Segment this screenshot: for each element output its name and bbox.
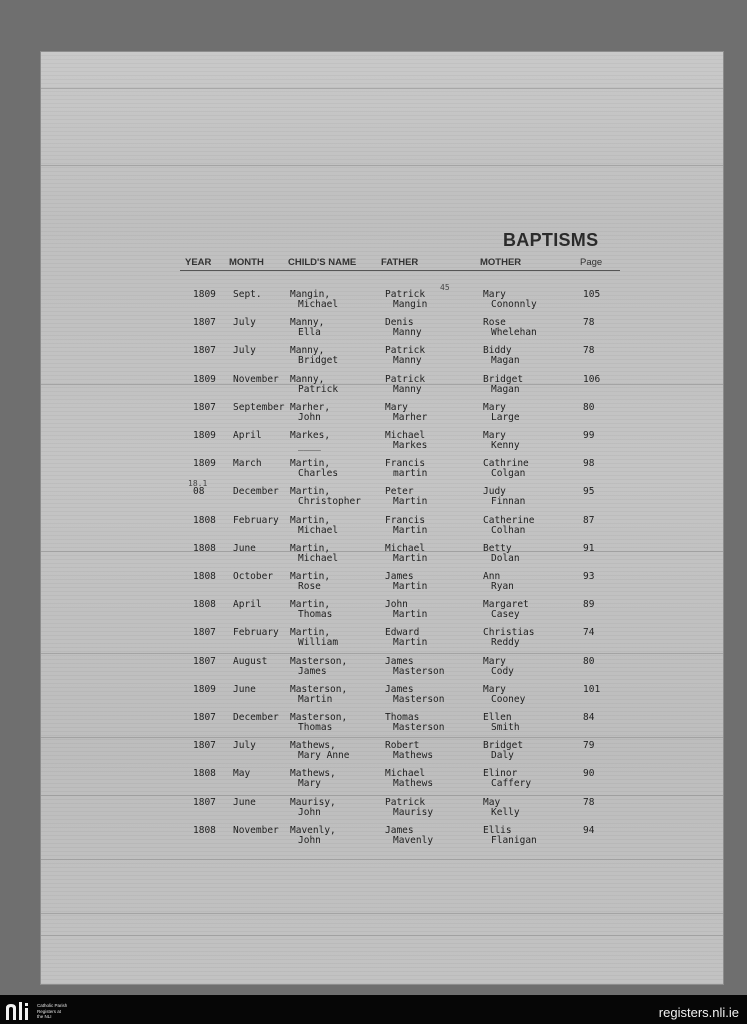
column-header-mother: MOTHER [480,257,522,268]
record-page: 89 [583,599,595,611]
record-father-surname: Marher [393,411,428,423]
record-child-forename: Christopher [298,496,361,508]
record-child-forename: Mary Anne [298,750,350,762]
record-mother-forename: Judy [483,486,506,498]
record-mother-surname: Magan [491,383,520,395]
record-father-surname: Martin [393,581,428,592]
record-father-forename: James [385,571,414,582]
record-child-forename: John [298,806,321,818]
column-header-father: FATHER [381,257,419,268]
record-year: 1807 [193,712,216,723]
record-father-surname: Mavenly [393,834,434,846]
record-father-forename: Michael [385,768,426,780]
record-month: July [233,740,256,752]
record-mother-forename: Betty [483,542,512,554]
record-father-forename: Edward [385,627,420,639]
record-father-forename: Patrick [385,289,426,300]
record-year: 1808 [193,824,216,836]
record-child-surname: Mathews, [290,740,336,752]
column-header-year: YEAR [185,257,212,268]
record-month: December [233,486,279,498]
record-child-forename: Ella [298,327,321,339]
record-mother-surname: Magan [491,355,520,367]
record-father-forename: James [385,683,414,695]
record-year: 1809 [193,289,216,300]
record-child-forename: James [298,665,327,677]
record-father-surname: Markes [393,440,428,451]
record-mother-surname: Flanigan [491,834,537,846]
record-child-surname: Manny, [290,373,325,385]
table-row [40,741,724,769]
record-child-forename: Patrick [298,383,339,395]
table-row [40,290,724,318]
record-year: 1809 [193,373,216,385]
table-row [40,318,724,346]
record-month: June [233,683,256,695]
record-father-forename: Robert [385,740,420,752]
record-child-surname: Maurisy, [290,796,336,808]
record-father-forename: James [385,655,414,667]
record-father-surname: martin [393,468,428,480]
record-year: 1807 [193,317,216,329]
record-child-surname: Martin, [290,627,331,639]
record-father-surname: Martin [393,609,428,621]
record-father-forename: Patrick [385,373,426,385]
record-month: July [233,345,256,357]
register-page [40,51,724,985]
record-child-surname: Martin, [290,571,331,582]
record-year: 1808 [193,514,216,526]
record-page: 84 [583,712,595,723]
table-row [40,628,724,656]
record-father-surname: Mangin [393,299,428,310]
record-child-forename: ____ [298,440,321,451]
record-page: 74 [583,627,595,639]
record-child-surname: Mavenly, [290,824,336,836]
footer-tagline-line: the NLI [37,1014,52,1019]
page-mark: 45 [440,283,450,292]
record-father-forename: Mary [385,401,408,413]
record-month: February [233,514,279,526]
record-father-forename: John [385,599,408,611]
record-page: 87 [583,514,595,526]
record-month: November [233,373,279,385]
record-child-surname: Manny, [290,345,325,357]
record-father-surname: Masterson [393,665,445,677]
record-child-forename: Michael [298,524,339,536]
record-month: March [233,458,262,470]
table-row [40,487,724,515]
record-father-forename: Francis [385,458,426,470]
record-year: 1808 [193,768,216,780]
table-row [40,346,724,374]
record-father-surname: Manny [393,383,422,395]
record-child-forename: Mary [298,778,321,790]
column-header-month: MONTH [229,257,264,268]
record-child-forename: John [298,411,321,423]
record-child-surname: Manny, [290,317,325,329]
record-child-surname: Martin, [290,486,331,498]
record-mother-forename: Mary [483,683,506,695]
record-father-surname: Mathews [393,778,434,790]
record-mother-forename: Mary [483,289,506,300]
record-month: July [233,317,256,329]
table-row [40,769,724,797]
record-father-forename: Patrick [385,796,426,808]
record-child-surname: Masterson, [290,683,348,695]
record-mother-forename: Bridget [483,740,524,752]
column-header-child: CHILD'S NAME [288,257,357,268]
record-mother-forename: Elinor [483,768,518,780]
record-child-forename: John [298,834,321,846]
record-year: 1807 [193,401,216,413]
record-mother-surname: Colgan [491,468,526,480]
table-row [40,657,724,685]
record-month: December [233,712,279,723]
scan-line [40,913,724,914]
record-mother-surname: Cody [491,665,514,677]
record-father-forename: Patrick [385,345,426,357]
record-month: June [233,542,256,554]
record-mother-surname: Caffery [491,778,532,790]
record-year: 1809 [193,430,216,441]
record-child-surname: Martin, [290,514,331,526]
record-child-forename: Martin [298,693,333,705]
record-year: 1809 [193,683,216,695]
record-father-surname: Maurisy [393,806,434,818]
table-row [40,798,724,826]
scan-line [40,88,724,89]
record-child-forename: Michael [298,552,339,564]
record-mother-surname: Colhan [491,524,526,536]
record-page: 80 [583,401,595,413]
footer-tagline-line: Catholic Parish [37,1003,68,1008]
table-row [40,403,724,431]
footer-tagline [37,1003,97,1020]
record-father-surname: Martin [393,524,428,536]
record-mother-surname: Kelly [491,806,520,818]
record-child-forename: Thomas [298,722,333,733]
footer-bar [0,995,747,1024]
record-child-forename: Charles [298,468,339,480]
table-row [40,713,724,741]
record-page: 105 [583,289,601,300]
record-mother-surname: Casey [491,609,520,621]
record-mother-forename: Mary [483,401,506,413]
record-month: November [233,824,279,836]
record-year: 1808 [193,571,216,582]
record-father-surname: Martin [393,637,428,649]
record-child-surname: Martin, [290,458,331,470]
header-rule [180,270,620,271]
record-month: May [233,768,251,780]
record-mother-forename: Margaret [483,599,529,611]
table-row [40,431,724,459]
record-child-forename: Rose [298,581,321,592]
record-father-surname: Masterson [393,693,445,705]
record-month: Sept. [233,289,262,300]
record-mother-forename: Biddy [483,345,512,357]
record-year: 1809 [193,458,216,470]
record-father-forename: Thomas [385,712,420,723]
record-mother-surname: Smith [491,722,520,733]
record-month: April [233,599,262,611]
table-row [40,826,724,854]
record-mother-forename: May [483,796,501,808]
record-month: August [233,655,268,667]
record-father-forename: Denis [385,317,414,329]
record-father-surname: Masterson [393,722,445,733]
record-year: 1808 [193,542,216,554]
record-father-forename: Michael [385,542,426,554]
table-row [40,375,724,403]
table-row [40,544,724,572]
record-child-surname: Mangin, [290,289,331,300]
record-page: 106 [583,373,601,385]
record-mother-surname: Cononnly [491,299,537,310]
record-year: 1807 [193,627,216,639]
record-page: 78 [583,317,595,329]
column-header-page: Page [580,257,603,268]
record-mother-surname: Finnan [491,496,526,508]
record-child-surname: Markes, [290,430,331,441]
record-child-forename: William [298,637,339,649]
record-page: 79 [583,740,595,752]
record-mother-forename: Catherine [483,514,535,526]
record-year: 1807 [193,796,216,808]
record-page: 98 [583,458,595,470]
scan-line [40,165,724,166]
record-year: 1808 [193,599,216,611]
record-year: 08 [193,486,205,498]
record-page: 80 [583,655,595,667]
record-month: April [233,430,262,441]
record-mother-surname: Dolan [491,552,520,564]
record-mother-surname: Whelehan [491,327,537,339]
record-month: September [233,401,285,413]
record-child-surname: Martin, [290,542,331,554]
table-row [40,572,724,600]
record-child-surname: Mathews, [290,768,336,780]
record-year: 1807 [193,345,216,357]
record-mother-surname: Ryan [491,581,514,592]
record-month: October [233,571,274,582]
record-page: 78 [583,796,595,808]
record-mother-forename: Ann [483,571,501,582]
record-child-forename: Bridget [298,355,339,367]
table-row [40,685,724,713]
record-child-surname: Masterson, [290,712,348,723]
record-child-forename: Michael [298,299,339,310]
site-link[interactable]: registers.nli.ie [658,1005,739,1020]
record-page: 94 [583,824,595,836]
record-mother-surname: Reddy [491,637,520,649]
record-mother-forename: Ellis [483,824,512,836]
record-mother-surname: Large [491,411,520,423]
record-mother-forename: Bridget [483,373,524,385]
record-child-forename: Thomas [298,609,333,621]
record-child-surname: Masterson, [290,655,348,667]
record-mother-forename: Mary [483,655,506,667]
record-father-surname: Manny [393,355,422,367]
table-row [40,600,724,628]
record-father-surname: Martin [393,552,428,564]
record-mother-surname: Kenny [491,440,520,451]
scan-line [40,935,724,936]
record-child-surname: Marher, [290,401,331,413]
record-father-surname: Martin [393,496,428,508]
record-father-surname: Manny [393,327,422,339]
margin-note: 18.1 [188,479,208,488]
record-page: 99 [583,430,595,441]
record-page: 95 [583,486,595,498]
record-page: 101 [583,683,601,695]
record-year: 1807 [193,655,216,667]
record-father-forename: Peter [385,486,414,498]
record-mother-forename: Mary [483,430,506,441]
record-mother-forename: Cathrine [483,458,529,470]
record-mother-forename: Rose [483,317,506,329]
record-month: February [233,627,279,639]
record-page: 93 [583,571,595,582]
scan-line [40,859,724,860]
record-page: 91 [583,542,595,554]
record-child-surname: Martin, [290,599,331,611]
table-row [40,516,724,544]
record-year: 1807 [193,740,216,752]
record-mother-forename: Christias [483,627,535,639]
record-page: 78 [583,345,595,357]
record-father-forename: Francis [385,514,426,526]
record-father-surname: Mathews [393,750,434,762]
record-month: June [233,796,256,808]
record-mother-forename: Ellen [483,712,512,723]
nli-logo-icon [4,1000,32,1022]
record-page: 90 [583,768,595,780]
footer-tagline-line: Registers at [37,1008,62,1014]
page-title: BAPTISMS [503,230,599,250]
record-mother-surname: Cooney [491,693,526,705]
record-father-forename: James [385,824,414,836]
record-father-forename: Michael [385,430,426,441]
record-mother-surname: Daly [491,750,514,762]
table-row [40,459,724,487]
